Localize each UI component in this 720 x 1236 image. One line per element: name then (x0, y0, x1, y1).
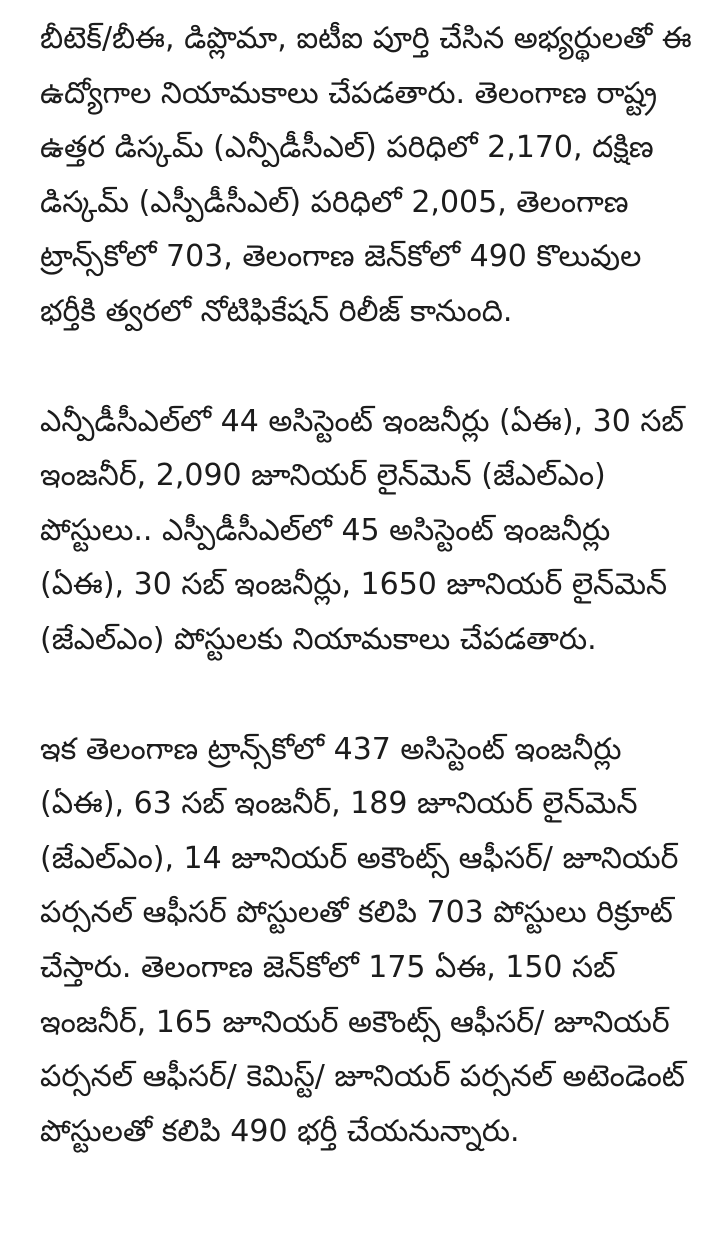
paragraph-discom-posts: ఎన్పీడీసీఎల్‌లో 44 అసిస్టెంట్ ఇంజనీర్లు (ఏఈ), 30 సబ్ ఇంజనీర్, 2,090 జూనియర్ లైన్‌మెన్ (జేఎల్ఎం) పోస్టులు.. ఎస్పీడీసీఎల్‌లో 45 అసిస్టెంట్ ఇంజనీర్లు (ఏఈ), 30 సబ్ ఇంజనీర్లు, 1650 జూనియర్ లైన్‌మెన్ (జేఎల్ఎం) పోస్టులకు నియామకాలు చేపడతారు. (40, 403, 684, 657)
paragraph-eligibility-overview: బీటెక్/బీఈ, డిప్లొమా, ఐటీఐ పూర్తి చేసిన అభ్యర్థులతో ఈ ఉద్యోగాల నియామకాలు చేపడతారు. తెలంగాణ రాష్ట్ర ఉత్తర డిస్కమ్ (ఎన్పీడీసీఎల్) పరిధిలో 2,170, దక్షిణ డిస్కమ్ (ఎస్పీడీసీఎల్) పరిధిలో 2,005, తెలంగాణ ట్రాన్స్‌కోలో 703, తెలంగాణ జెన్‌కోలో 490 కొలువుల భర్తీకి త్వరలో నోటిఫికేషన్ రిలీజ్ కానుంది. (40, 21, 692, 329)
paragraph-transco-genco-posts: ఇక తెలంగాణ ట్రాన్స్‌కోలో 437 అసిస్టెంట్ ఇంజనీర్లు (ఏఈ), 63 సబ్ ఇంజనీర్, 189 జూనియర్ లైన్‌మెన్ (జేఎల్ఎం), 14 జూనియర్ అకౌంట్స్ ఆఫీసర్/ జూనియర్ పర్సనల్ ఆఫీసర్ పోస్టులతో కలిపి 703 పోస్టులు రిక్రూట్ చేస్తారు. తెలంగాణ జెన్‌కోలో 175 ఏఈ, 150 సబ్ ఇంజనీర్, 165 జూనియర్ అకౌంట్స్ ఆఫీసర్/ జూనియర్ పర్సనల్ ఆఫీసర్/ కెమిస్ట్/ జూనియర్ పర్సనల్ అటెండెంట్ పోస్టులతో కలిపి 490 భర్తీ చేయనున్నారు. (40, 731, 685, 1149)
